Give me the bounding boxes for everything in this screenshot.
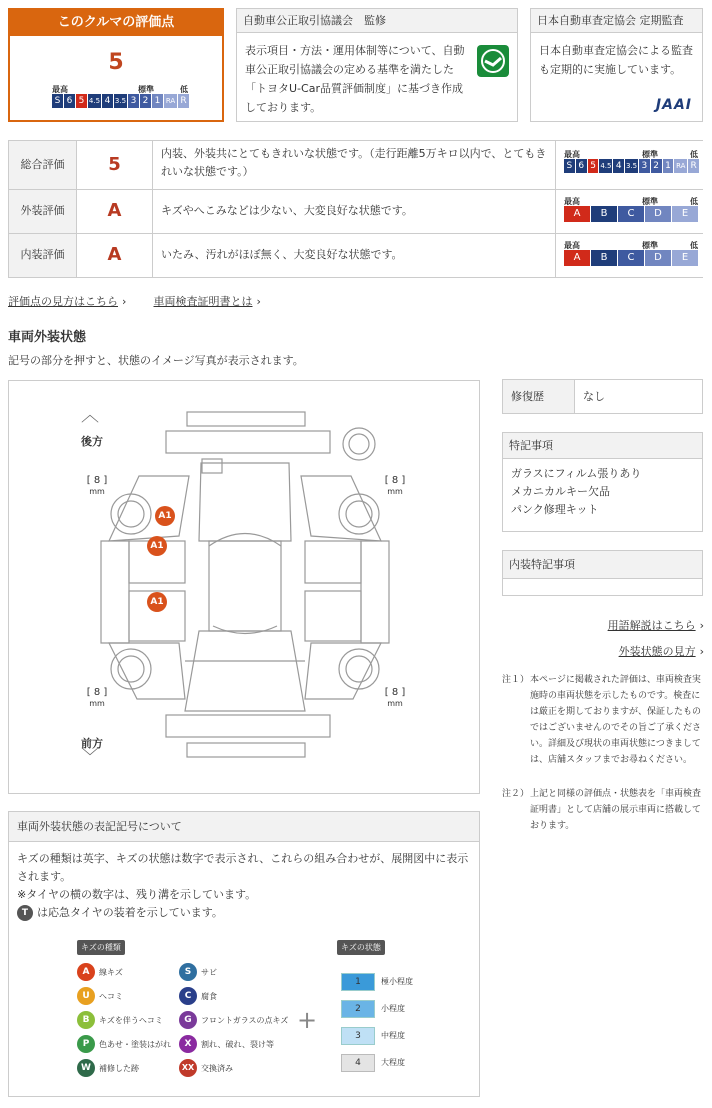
fair-trade-logo-icon — [477, 45, 509, 77]
section-title: 車両外装状態 — [8, 330, 87, 345]
kind-x-icon: X — [179, 1035, 197, 1053]
fair-trade-body: 表示項目・方法・運用体制等について、自動車公正取引協議会の定める基準を満たした「トヨタU-Car品質評価制度」に基づき作成しております。 — [245, 44, 465, 114]
legend-kind: B キズを伴うヘコミ — [77, 1008, 171, 1032]
exterior-guide-link[interactable]: 外装状態の見方 — [618, 645, 696, 658]
damage-mark[interactable]: A1 — [147, 536, 167, 556]
tire-depth-rear-right: [ 8 ] mm — [384, 475, 406, 496]
jaai-body: 日本自動車査定協会による監査も定期的に実施しています。 — [539, 44, 693, 76]
damage-mark[interactable]: A1 — [147, 592, 167, 612]
jaai-title: 日本自動車査定協会 定期監査 — [531, 9, 702, 33]
legend-state: 3 中程度 — [341, 1022, 413, 1049]
glossary-link[interactable]: 用語解説はこちら — [607, 619, 696, 632]
jaai-logo: JAAI — [655, 97, 692, 113]
evaluation-row-overall: 総合評価 5 内装、外装共にとてもきれいな状態です。（走行距離5万キロ以内で、とてもきれいな状態です。） 最高 標準 低 S 6 5 4.5 4 3.5 3 2 1 RA R — [8, 140, 703, 190]
overall-score: 5 — [108, 50, 124, 75]
kind-u-icon: U — [77, 987, 95, 1005]
score-guide-link[interactable]: 評価点の見方はこちら — [8, 295, 118, 308]
chevron-right-icon: › — [122, 295, 127, 308]
rear-label: 後方 — [81, 435, 103, 448]
kind-w-icon: W — [77, 1059, 95, 1077]
kind-xx-icon: XX — [179, 1059, 197, 1077]
legend-state: 4 大程度 — [341, 1049, 413, 1076]
legend-kind: G フロントガラスの点キズ — [179, 1008, 288, 1032]
spare-tire-icon: T — [17, 905, 33, 921]
tire-depth-front-left: [ 8 ] mm — [86, 687, 108, 708]
score-panel: このクルマの評価点 5 最高 標準 低 S 6 5 4.5 4 3.5 3 2 1 RA R — [8, 8, 224, 122]
chevron-right-icon: › — [256, 295, 261, 308]
interior-notes: 内装特記事項 — [502, 550, 703, 596]
certificate-link[interactable]: 車両検査証明書とは — [153, 295, 253, 308]
front-label: 前方 — [81, 737, 103, 750]
damage-mark[interactable]: A1 — [155, 506, 175, 526]
score-panel-title: このクルマの評価点 — [10, 10, 222, 36]
kind-s-icon: S — [179, 963, 197, 981]
rear-chevron-icon: ︿ — [81, 405, 99, 426]
legend-kind: A 線キズ — [77, 960, 171, 984]
evaluation-row-exterior: 外装評価 A キズやへこみなどは少ない、大変良好な状態です。 最高 標準 低 A B C D E — [8, 190, 703, 234]
legend-kind: W 補修した跡 — [77, 1056, 171, 1080]
legend-kind: XX 交換済み — [179, 1056, 288, 1080]
legend-state: 2 小程度 — [341, 995, 413, 1022]
car-diagram — [8, 380, 480, 794]
kind-a-icon: A — [77, 963, 95, 981]
fair-trade-title: 自動車公正取引協議会 監修 — [237, 9, 517, 33]
legend-box: 車両外装状態の表記記号について キズの種類は英字、キズの状態は数字で表示され、これらの組み合わせが、展開図中に表示されます。 ※タイヤの横の数字は、残り溝を示しています。 T は応急タイヤの装着を示しています。 キズの種類 キズの状態 A 線キズ U ヘコミ B キズを伴うヘコミ P 色あせ・塗装はがれ W 補修した跡 S サビ C 腐食 G フロントガラスの点キズ X 割れ、破れ、裂け等 XX 交換済み + 1 極小程度 2 小程度 3 中程度 4 大程度 — [8, 811, 480, 1097]
car-outline-icon — [9, 381, 481, 795]
kind-g-icon: G — [179, 1011, 197, 1029]
special-item: パンク修理キット — [511, 503, 599, 516]
legend-state: 1 極小程度 — [341, 968, 413, 995]
legend-kind: X 割れ、破れ、裂け等 — [179, 1032, 288, 1056]
note-2: 注２） 上記と同様の評価点・状態表を「車両検査証明書」として店舗の展示車両に搭載しております。 — [502, 789, 702, 831]
jaai-panel — [530, 8, 703, 122]
special-item: ガラスにフィルム張りあり — [511, 467, 642, 480]
kind-p-icon: P — [77, 1035, 95, 1053]
chevron-right-icon: › — [699, 619, 704, 632]
front-chevron-icon: ﹀ — [81, 747, 99, 768]
note-1: 注１） 本ページに掲載された評価は、車両検査実施時の車両状態を示したものです。検査には厳正を期しておりますが、保証したものではございませんのでその旨ご了承ください。詳細及び現状の車両状態につきましては、店舗スタッフまでお尋ねください。 — [502, 675, 702, 765]
fair-trade-panel — [236, 8, 518, 122]
score-scale: S 6 5 4.5 4 3.5 3 2 1 RA R — [52, 94, 202, 108]
special-item: メカニカルキー欠品 — [511, 485, 610, 498]
legend-kind: S サビ — [179, 960, 288, 984]
evaluation-row-interior: 内装評価 A いたみ、汚れがほぼ無く、大変良好な状態です。 最高 標準 低 A B C D E — [8, 234, 703, 278]
state-title: キズの状態 — [337, 940, 385, 955]
plus-icon: + — [297, 1006, 318, 1034]
legend-kind: P 色あせ・塗装はがれ — [77, 1032, 171, 1056]
section-subtitle: 記号の部分を押すと、状態のイメージ写真が表示されます。 — [8, 354, 304, 367]
tire-depth-rear-left: [ 8 ] mm — [86, 475, 108, 496]
kind-b-icon: B — [77, 1011, 95, 1029]
legend-kind: C 腐食 — [179, 984, 288, 1008]
chevron-right-icon: › — [699, 645, 704, 658]
tire-depth-front-right: [ 8 ] mm — [384, 687, 406, 708]
kind-c-icon: C — [179, 987, 197, 1005]
repair-history: 修復歴 なし — [502, 379, 703, 414]
special-notes: 特記事項 ガラスにフィルム張りあり メカニカルキー欠品 パンク修理キット — [502, 432, 703, 532]
legend-kind: U ヘコミ — [77, 984, 171, 1008]
kind-title: キズの種類 — [77, 940, 125, 955]
